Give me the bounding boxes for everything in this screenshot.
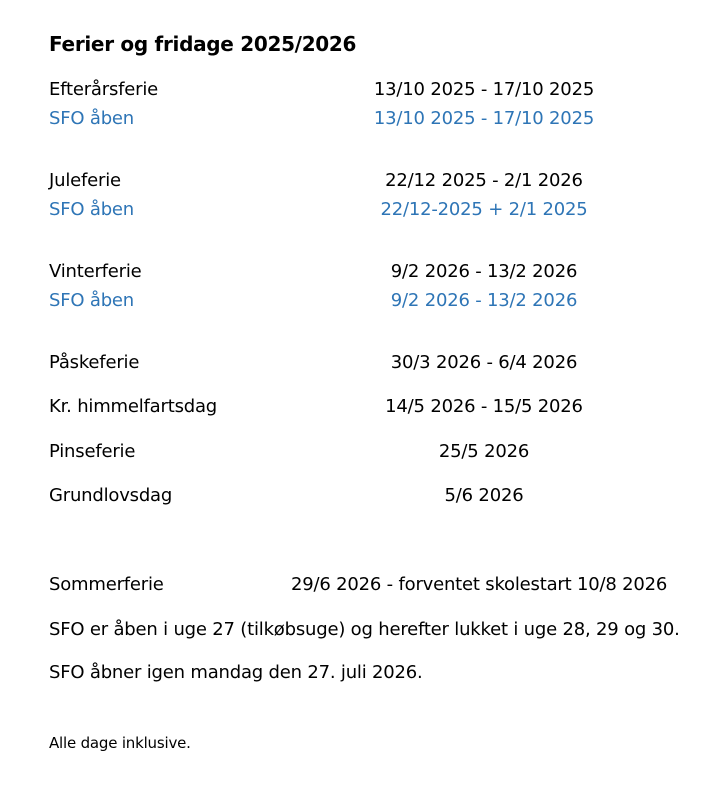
document-title: Ferier og fridage 2025/2026 bbox=[49, 32, 357, 56]
holiday-dates: 13/10 2025 - 17/10 2025 bbox=[373, 79, 595, 100]
holiday-dates: 30/3 2026 - 6/4 2026 bbox=[390, 352, 578, 373]
sfo-label: SFO åben bbox=[49, 108, 135, 129]
holiday-dates: 22/12 2025 - 2/1 2026 bbox=[385, 170, 583, 191]
holiday-dates: 9/2 2026 - 13/2 2026 bbox=[390, 261, 578, 282]
holiday-row-pinseferie bbox=[0, 441, 721, 467]
holiday-label: Sommerferie bbox=[49, 574, 164, 595]
sfo-summer-note: SFO er åben i uge 27 (tilkøbsuge) og herefter lukket i uge 28, 29 og 30. bbox=[49, 619, 680, 640]
sfo-row-juleferie bbox=[0, 199, 721, 225]
sfo-dates: 13/10 2025 - 17/10 2025 bbox=[373, 108, 595, 129]
holiday-label: Påskeferie bbox=[49, 352, 140, 373]
holiday-row-sommerferie bbox=[0, 574, 721, 600]
holiday-row-kr-himmelfartsdag bbox=[0, 396, 721, 422]
holiday-dates: 14/5 2026 - 15/5 2026 bbox=[385, 396, 583, 417]
holiday-dates: 29/6 2026 - forventet skolestart 10/8 2026 bbox=[291, 574, 668, 595]
sfo-row-vinterferie bbox=[0, 290, 721, 316]
sfo-reopen-note: SFO åbner igen mandag den 27. juli 2026. bbox=[49, 662, 423, 683]
holiday-label: Kr. himmelfartsdag bbox=[49, 396, 218, 417]
holiday-dates: 25/5 2026 bbox=[438, 441, 530, 462]
holiday-dates: 5/6 2026 bbox=[444, 485, 524, 506]
holiday-label: Juleferie bbox=[49, 170, 121, 191]
sfo-label: SFO åben bbox=[49, 290, 135, 311]
holiday-row-efteraarsferie bbox=[0, 79, 721, 105]
holiday-label: Pinseferie bbox=[49, 441, 136, 462]
sfo-dates: 22/12-2025 + 2/1 2025 bbox=[380, 199, 588, 220]
holiday-row-paaskeferie bbox=[0, 352, 721, 378]
sfo-dates: 9/2 2026 - 13/2 2026 bbox=[390, 290, 578, 311]
holiday-row-grundlovsdag bbox=[0, 485, 721, 511]
holiday-label: Efterårsferie bbox=[49, 79, 159, 100]
sfo-label: SFO åben bbox=[49, 199, 135, 220]
holiday-label: Grundlovsdag bbox=[49, 485, 173, 506]
sfo-row-efteraarsferie bbox=[0, 108, 721, 134]
holiday-label: Vinterferie bbox=[49, 261, 142, 282]
footnote: Alle dage inklusive. bbox=[49, 734, 191, 752]
holiday-row-juleferie bbox=[0, 170, 721, 196]
holiday-row-vinterferie bbox=[0, 261, 721, 287]
